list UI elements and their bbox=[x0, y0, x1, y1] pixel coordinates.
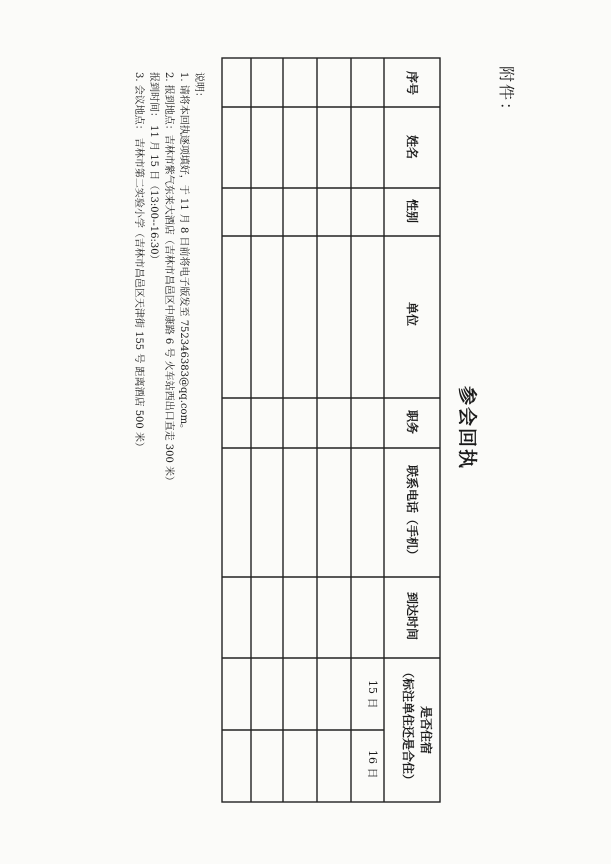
header-day-16: 16 日 bbox=[366, 750, 379, 779]
form-title: 参会回执 bbox=[456, 386, 478, 471]
header-arrival: 到达时间 bbox=[405, 592, 419, 641]
note-line-3: 报到时间： 11 月 15 日（13:00--16:30） bbox=[148, 72, 159, 265]
header-lodging-note: （标注单住还是合住） bbox=[401, 666, 415, 787]
header-name: 姓名 bbox=[405, 135, 419, 160]
note-line-2: 2. 报到地点：吉林市紫气东来大酒店（吉林市昌邑区中康路 6 号 火车站西出口直走 300 米） bbox=[163, 72, 174, 487]
header-day-15: 15 日 bbox=[366, 680, 379, 709]
note-line-1: 1. 请将本回执逐项填好，于 11 月 8 日前将电子版发至 752346383@qq.com。 bbox=[178, 72, 189, 435]
header-phone: 联系电话（手机） bbox=[405, 465, 419, 562]
notes-heading: 说明： bbox=[193, 72, 204, 102]
header-seq: 序号 bbox=[405, 71, 419, 96]
header-lodging: 是否住宿 bbox=[419, 706, 433, 755]
note-line-4: 3. 会议地点： 吉林市第二实验小学（吉林市昌邑区天津街 155 号 距离酒店 500 米） bbox=[133, 72, 144, 452]
header-gender: 性别 bbox=[405, 199, 419, 224]
attachment-label: 附件： bbox=[497, 66, 516, 121]
header-position: 职务 bbox=[405, 410, 419, 435]
header-unit: 单位 bbox=[405, 302, 419, 327]
